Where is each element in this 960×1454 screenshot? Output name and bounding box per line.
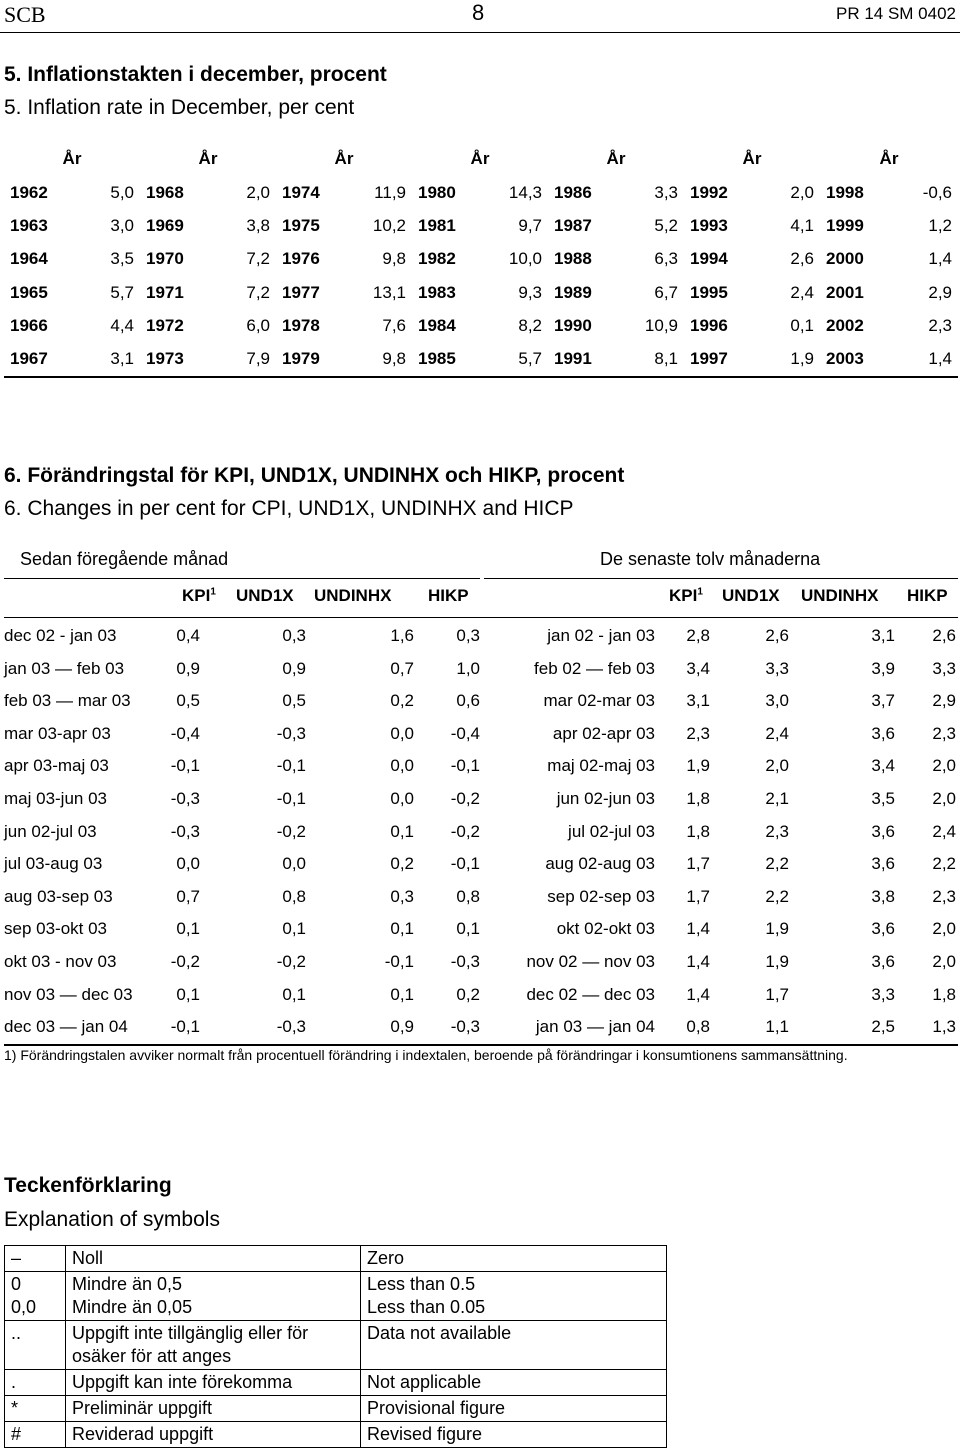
inflation-value: 4,4 (110, 315, 134, 335)
year-cell: 1993 (690, 215, 728, 235)
legend-meaning-sv: Preliminär uppgift (66, 1396, 361, 1422)
change-value-monthly: 0,1 (176, 984, 200, 1004)
change-value-yearly: 0,8 (686, 1017, 710, 1037)
change-value-monthly: 0,0 (390, 723, 414, 743)
inflation-value: 9,8 (346, 342, 412, 376)
inflation-value: 2,6 (790, 249, 814, 269)
inflation-value: -0,6 (922, 182, 952, 202)
period-label-yearly: nov 02 — nov 03 (526, 952, 655, 971)
change-value-yearly: 2,5 (871, 1017, 895, 1037)
change-value-monthly: -0,2 (170, 952, 200, 971)
period-label-yearly: feb 02 — feb 03 (534, 658, 655, 678)
table-row (4, 848, 958, 881)
period-label-yearly: okt 02-okt 03 (556, 919, 655, 939)
change-value-yearly: 3,6 (871, 854, 895, 874)
change-value-monthly: 0,0 (282, 854, 306, 874)
change-value-monthly: -0,3 (450, 1017, 480, 1037)
year-cell: 1971 (146, 282, 184, 302)
change-value-yearly: 3,6 (871, 821, 895, 841)
year-cell: 1994 (690, 249, 728, 269)
page-number: 8 (472, 0, 485, 25)
year-cell: 1974 (282, 182, 320, 202)
change-value-monthly: -0,1 (170, 756, 200, 776)
inflation-value: 3,0 (110, 215, 134, 235)
legend-meaning-en: Not applicable (361, 1370, 667, 1396)
year-cell: 1979 (276, 342, 346, 376)
table-row (4, 342, 958, 376)
change-value-monthly: 0,1 (176, 919, 200, 939)
change-value-yearly: 1,9 (765, 952, 789, 971)
change-value-yearly: 2,3 (932, 723, 956, 743)
change-value-yearly: 1,7 (686, 886, 710, 906)
period-label-monthly: feb 03 — mar 03 (4, 691, 131, 711)
change-value-yearly: 3,0 (765, 691, 789, 711)
table6-title-en: 6. Changes in per cent for CPI, UND1X, UNDINHX and HICP (4, 497, 574, 520)
year-cell: 1976 (282, 249, 320, 269)
inflation-value: 7,2 (246, 249, 270, 269)
year-cell: 1985 (412, 342, 482, 376)
year-cell: 2001 (826, 282, 864, 302)
inflation-value: 6,3 (654, 249, 678, 269)
change-value-monthly: 0,3 (456, 626, 480, 645)
change-value-yearly: 2,4 (932, 821, 956, 841)
legend-meaning-en: Zero (361, 1246, 667, 1272)
year-cell: 1981 (418, 215, 456, 235)
table5-title-sv: 5. Inflationstakten i december, procent (4, 63, 387, 86)
change-value-monthly: 0,9 (282, 658, 306, 678)
table5-title-en: 5. Inflation rate in December, per cent (4, 96, 355, 119)
change-value-monthly: 0,3 (390, 886, 414, 906)
change-value-monthly: -0,4 (170, 723, 200, 743)
year-cell: 1964 (10, 249, 48, 269)
inflation-value: 10,9 (644, 315, 678, 335)
legend-row (5, 1422, 667, 1448)
inflation-value: 2,0 (246, 182, 270, 202)
change-value-monthly: 0,0 (176, 854, 200, 874)
table-row (4, 176, 958, 209)
header-rule (0, 32, 960, 33)
year-cell: 1966 (10, 315, 48, 335)
inflation-value: 9,3 (518, 282, 542, 302)
inflation-table (4, 142, 958, 378)
legend-meaning-en: Less than 0.5 Less than 0.05 (361, 1272, 667, 1321)
inflation-value: 2,9 (928, 282, 952, 302)
year-cell: 1992 (690, 182, 728, 202)
change-value-monthly: -0,4 (450, 723, 480, 743)
change-value-monthly: -0,1 (450, 854, 480, 874)
table-row (4, 309, 958, 342)
inflation-value: 10,0 (508, 249, 542, 269)
table-row (4, 685, 958, 718)
period-label-yearly: aug 02-aug 03 (545, 854, 655, 874)
inflation-value: 2,0 (790, 182, 814, 202)
year-column-header: År (470, 149, 490, 168)
change-value-monthly: 0,1 (456, 919, 480, 939)
change-value-yearly: 2,8 (686, 626, 710, 645)
legend-symbol: – (5, 1246, 66, 1272)
year-cell: 1988 (554, 249, 592, 269)
change-value-monthly: 0,5 (176, 691, 200, 711)
year-cell: 1995 (690, 282, 728, 302)
inflation-value: 2,3 (928, 315, 952, 335)
change-value-yearly: 1,4 (686, 984, 710, 1004)
legend-row (5, 1246, 667, 1272)
year-cell: 1975 (282, 215, 320, 235)
year-cell: 2003 (820, 342, 890, 376)
inflation-value: 10,2 (372, 215, 406, 235)
period-label-yearly: apr 02-apr 03 (552, 723, 655, 743)
legend-meaning-sv: Uppgift kan inte förekomma (66, 1370, 361, 1396)
table-row (4, 783, 958, 816)
inflation-value: 4,1 (790, 215, 814, 235)
inflation-value: 14,3 (508, 182, 542, 202)
year-cell: 1972 (146, 315, 184, 335)
legend-title-en: Explanation of symbols (4, 1208, 220, 1231)
inflation-value: 1,2 (928, 215, 952, 235)
change-value-yearly: 2,1 (765, 789, 789, 808)
table-row (4, 620, 958, 653)
change-value-monthly: -0,3 (170, 821, 200, 841)
table-row (4, 718, 958, 751)
table-row (4, 653, 958, 686)
inflation-value: 1,4 (928, 249, 952, 269)
change-value-yearly: 2,0 (932, 952, 956, 971)
change-value-monthly: 0,7 (176, 886, 200, 906)
col-undinhx-yearly: UNDINHX (801, 586, 879, 605)
year-cell: 1999 (826, 215, 864, 235)
table-row (4, 913, 958, 946)
change-value-monthly: -0,3 (276, 1017, 306, 1037)
change-value-yearly: 2,4 (765, 723, 789, 743)
change-value-monthly: -0,3 (450, 952, 480, 971)
change-value-yearly: 3,9 (871, 658, 895, 678)
change-value-yearly: 2,9 (932, 691, 956, 711)
change-value-yearly: 2,6 (765, 626, 789, 645)
change-value-monthly: 0,3 (282, 626, 306, 645)
inflation-value: 9,8 (382, 249, 406, 269)
legend-symbol: .. (5, 1321, 66, 1370)
change-value-monthly: 0,1 (390, 919, 414, 939)
year-cell: 1997 (684, 342, 754, 376)
period-label-monthly: apr 03-maj 03 (4, 756, 109, 776)
change-value-yearly: 3,3 (932, 658, 956, 678)
legend-symbol: . (5, 1370, 66, 1396)
change-value-yearly: 3,1 (686, 691, 710, 711)
change-value-yearly: 2,0 (765, 756, 789, 776)
year-cell: 1996 (690, 315, 728, 335)
change-value-monthly: 1,0 (456, 658, 480, 678)
group-label-yearly: De senaste tolv månaderna (600, 549, 821, 569)
col-kpi-monthly: KPI$^1$ (182, 586, 216, 605)
period-label-monthly: nov 03 — dec 03 (4, 984, 133, 1004)
change-value-yearly: 1,9 (686, 756, 710, 776)
change-value-yearly: 2,2 (765, 854, 789, 874)
legend-symbol: 0 0,0 (5, 1272, 66, 1321)
year-cell: 1982 (418, 249, 456, 269)
header-report-id: PR 14 SM 0402 (835, 4, 956, 23)
change-value-yearly: 3,4 (871, 756, 895, 776)
legend-meaning-en: Provisional figure (361, 1396, 667, 1422)
change-value-yearly: 3,3 (871, 984, 895, 1004)
table-row (4, 243, 958, 276)
table6-footnote: 1) Förändringstalen avviker normalt från procentuell förändring i indextalen, beroende på förändringar i konsumtionens sammansättning. (4, 1047, 848, 1063)
change-value-monthly: 0,0 (390, 756, 414, 776)
change-value-yearly: 1,3 (932, 1017, 956, 1037)
year-cell: 1989 (554, 282, 592, 302)
change-value-yearly: 2,2 (932, 854, 956, 874)
period-label-monthly: maj 03-jun 03 (4, 789, 108, 808)
change-value-yearly: 1,9 (765, 919, 789, 939)
change-value-monthly: 0,1 (282, 984, 306, 1004)
change-value-monthly: -0,1 (450, 756, 480, 776)
change-value-monthly: -0,2 (450, 821, 480, 841)
change-value-yearly: 2,0 (932, 789, 956, 808)
period-label-monthly: sep 03-okt 03 (4, 919, 108, 939)
table-row (4, 946, 958, 979)
inflation-value: 2,4 (790, 282, 814, 302)
legend-row (5, 1396, 667, 1422)
change-value-monthly: -0,3 (170, 789, 200, 808)
change-value-monthly: -0,2 (276, 821, 306, 841)
inflation-value: 1,9 (754, 342, 820, 376)
year-cell: 1984 (418, 315, 456, 335)
inflation-value: 7,2 (246, 282, 270, 302)
change-value-yearly: 1,7 (765, 984, 789, 1004)
inflation-value: 3,5 (110, 249, 134, 269)
table-row (4, 881, 958, 914)
year-column-header: År (879, 149, 899, 168)
year-cell: 1990 (554, 315, 592, 335)
change-value-monthly: 0,2 (390, 854, 414, 874)
change-value-monthly: 0,4 (176, 626, 200, 645)
year-cell: 1969 (146, 215, 184, 235)
year-cell: 1983 (418, 282, 456, 302)
change-value-yearly: 1,8 (686, 789, 710, 808)
period-label-monthly: mar 03-apr 03 (4, 723, 111, 743)
change-value-monthly: 0,1 (282, 919, 306, 939)
inflation-value: 6,7 (654, 282, 678, 302)
change-value-monthly: 0,8 (282, 886, 306, 906)
period-label-monthly: dec 02 - jan 03 (4, 626, 117, 645)
change-value-monthly: -0,1 (170, 1017, 200, 1037)
change-value-monthly: -0,3 (276, 723, 306, 743)
legend-meaning-sv: Uppgift inte tillgänglig eller för osäker för att anges (66, 1321, 361, 1370)
change-value-yearly: 3,6 (871, 919, 895, 939)
period-label-yearly: dec 02 — dec 03 (526, 984, 655, 1004)
period-label-monthly: aug 03-sep 03 (4, 886, 113, 906)
change-value-monthly: -0,1 (276, 756, 306, 776)
period-label-yearly: mar 02-mar 03 (543, 691, 655, 711)
change-value-monthly: -0,1 (384, 952, 414, 971)
year-cell: 1970 (146, 249, 184, 269)
year-cell: 1973 (140, 342, 210, 376)
symbols-legend-table (4, 1245, 667, 1448)
col-und1x-yearly: UND1X (722, 586, 780, 605)
change-value-yearly: 2,0 (932, 919, 956, 939)
col-undinhx-monthly: UNDINHX (314, 586, 392, 605)
group-rule-monthly (4, 578, 480, 579)
period-label-monthly: dec 03 — jan 04 (4, 1017, 128, 1037)
col-kpi-yearly: KPI$^1$ (669, 586, 703, 605)
change-value-yearly: 1,4 (686, 919, 710, 939)
change-value-monthly: 0,0 (390, 789, 414, 808)
inflation-value: 1,4 (890, 342, 958, 376)
year-cell: 1978 (282, 315, 320, 335)
change-value-yearly: 3,6 (871, 723, 895, 743)
inflation-value: 6,0 (246, 315, 270, 335)
change-value-yearly: 3,5 (871, 789, 895, 808)
inflation-value: 0,1 (790, 315, 814, 335)
year-cell: 1977 (282, 282, 320, 302)
year-column-header: År (62, 149, 82, 168)
change-value-yearly: 3,8 (871, 886, 895, 906)
inflation-value: 3,1 (74, 342, 140, 376)
change-value-monthly: 0,2 (390, 691, 414, 711)
legend-meaning-sv: Mindre än 0,5 Mindre än 0,05 (66, 1272, 361, 1321)
change-value-yearly: 1,8 (932, 984, 956, 1004)
legend-meaning-sv: Reviderad uppgift (66, 1422, 361, 1448)
change-value-monthly: 0,9 (176, 658, 200, 678)
inflation-value: 11,9 (374, 182, 406, 202)
period-label-yearly: jan 02 - jan 03 (547, 626, 655, 645)
change-value-monthly: 0,5 (282, 691, 306, 711)
year-cell: 2002 (826, 315, 864, 335)
inflation-value: 5,0 (110, 182, 134, 202)
change-value-yearly: 2,3 (765, 821, 789, 841)
year-cell: 1980 (418, 182, 456, 202)
year-cell: 1987 (554, 215, 592, 235)
inflation-value: 8,1 (618, 342, 684, 376)
period-label-monthly: jun 02-jul 03 (4, 821, 97, 841)
year-cell: 1963 (10, 215, 48, 235)
change-value-monthly: 0,7 (390, 658, 414, 678)
year-cell: 2000 (826, 249, 864, 269)
change-value-yearly: 2,0 (932, 756, 956, 776)
table-row (4, 750, 958, 783)
inflation-value: 5,2 (654, 215, 678, 235)
period-label-yearly: jul 02-jul 03 (568, 821, 655, 841)
year-column-header: År (334, 149, 354, 168)
group-label-monthly: Sedan föregående månad (20, 549, 229, 569)
group-rule-yearly (484, 578, 958, 579)
change-value-monthly: 0,1 (390, 821, 414, 841)
year-column-header: År (198, 149, 218, 168)
change-value-yearly: 3,1 (871, 626, 895, 645)
year-cell: 1968 (146, 182, 184, 202)
period-label-monthly: jul 03-aug 03 (4, 854, 103, 874)
inflation-value: 7,6 (382, 315, 406, 335)
col-hikp-monthly: HIKP (428, 586, 469, 605)
period-label-monthly: okt 03 - nov 03 (4, 952, 117, 971)
change-value-monthly: -0,2 (450, 789, 480, 808)
year-cell: 1991 (548, 342, 618, 376)
change-value-monthly: 1,6 (390, 626, 414, 645)
change-value-yearly: 1,7 (686, 854, 710, 874)
change-value-yearly: 2,6 (932, 626, 956, 645)
inflation-value: 3,8 (246, 215, 270, 235)
change-value-monthly: 0,6 (456, 691, 480, 711)
change-value-monthly: -0,2 (276, 952, 306, 971)
col-hikp-yearly: HIKP (907, 586, 948, 605)
legend-symbol: * (5, 1396, 66, 1422)
table-row (4, 276, 958, 309)
year-column-header: År (742, 149, 762, 168)
change-value-yearly: 1,4 (686, 952, 710, 971)
change-value-yearly: 3,6 (871, 952, 895, 971)
legend-row (5, 1321, 667, 1370)
legend-row (5, 1370, 667, 1396)
table-row (4, 1011, 958, 1044)
period-label-yearly: jun 02-jun 03 (556, 789, 655, 808)
change-value-monthly: 0,2 (456, 984, 480, 1004)
column-header-rule (4, 617, 958, 618)
change-value-yearly: 3,7 (871, 691, 895, 711)
legend-meaning-en: Revised figure (361, 1422, 667, 1448)
period-label-monthly: jan 03 — feb 03 (4, 658, 125, 678)
legend-meaning-sv: Noll (66, 1246, 361, 1272)
year-cell: 1986 (554, 182, 592, 202)
inflation-value: 5,7 (482, 342, 548, 376)
change-value-monthly: 0,8 (456, 886, 480, 906)
legend-title-sv: Teckenförklaring (4, 1174, 172, 1197)
change-value-yearly: 2,2 (765, 886, 789, 906)
year-cell: 1998 (826, 182, 864, 202)
year-cell: 1962 (10, 182, 48, 202)
legend-row (5, 1272, 667, 1321)
year-cell: 1967 (4, 342, 74, 376)
change-value-yearly: 2,3 (686, 723, 710, 743)
table-row (4, 816, 958, 849)
inflation-value: 3,3 (654, 182, 678, 202)
change-value-monthly: 0,1 (390, 984, 414, 1004)
inflation-value: 8,2 (518, 315, 542, 335)
header-publisher: SCB (4, 2, 46, 27)
change-value-yearly: 3,3 (765, 658, 789, 678)
year-column-header: År (606, 149, 626, 168)
period-label-yearly: sep 02-sep 03 (547, 886, 655, 906)
year-cell: 1965 (10, 282, 48, 302)
col-und1x-monthly: UND1X (236, 586, 294, 605)
period-label-yearly: jan 03 — jan 04 (535, 1017, 655, 1037)
table-row (4, 209, 958, 242)
period-label-yearly: maj 02-maj 03 (547, 756, 655, 776)
inflation-value: 7,9 (210, 342, 276, 376)
legend-meaning-en: Data not available (361, 1321, 667, 1370)
inflation-value: 9,7 (518, 215, 542, 235)
table-row (4, 979, 958, 1012)
change-value-yearly: 1,1 (765, 1017, 789, 1037)
change-value-yearly: 2,3 (932, 886, 956, 906)
inflation-value: 13,1 (372, 282, 406, 302)
legend-symbol: # (5, 1422, 66, 1448)
change-value-monthly: -0,1 (276, 789, 306, 808)
inflation-value: 5,7 (110, 282, 134, 302)
change-value-yearly: 1,8 (686, 821, 710, 841)
change-value-yearly: 3,4 (686, 658, 710, 678)
table6-title-sv: 6. Förändringstal för KPI, UND1X, UNDINHX och HIKP, procent (4, 464, 625, 487)
change-value-monthly: 0,9 (390, 1017, 414, 1037)
